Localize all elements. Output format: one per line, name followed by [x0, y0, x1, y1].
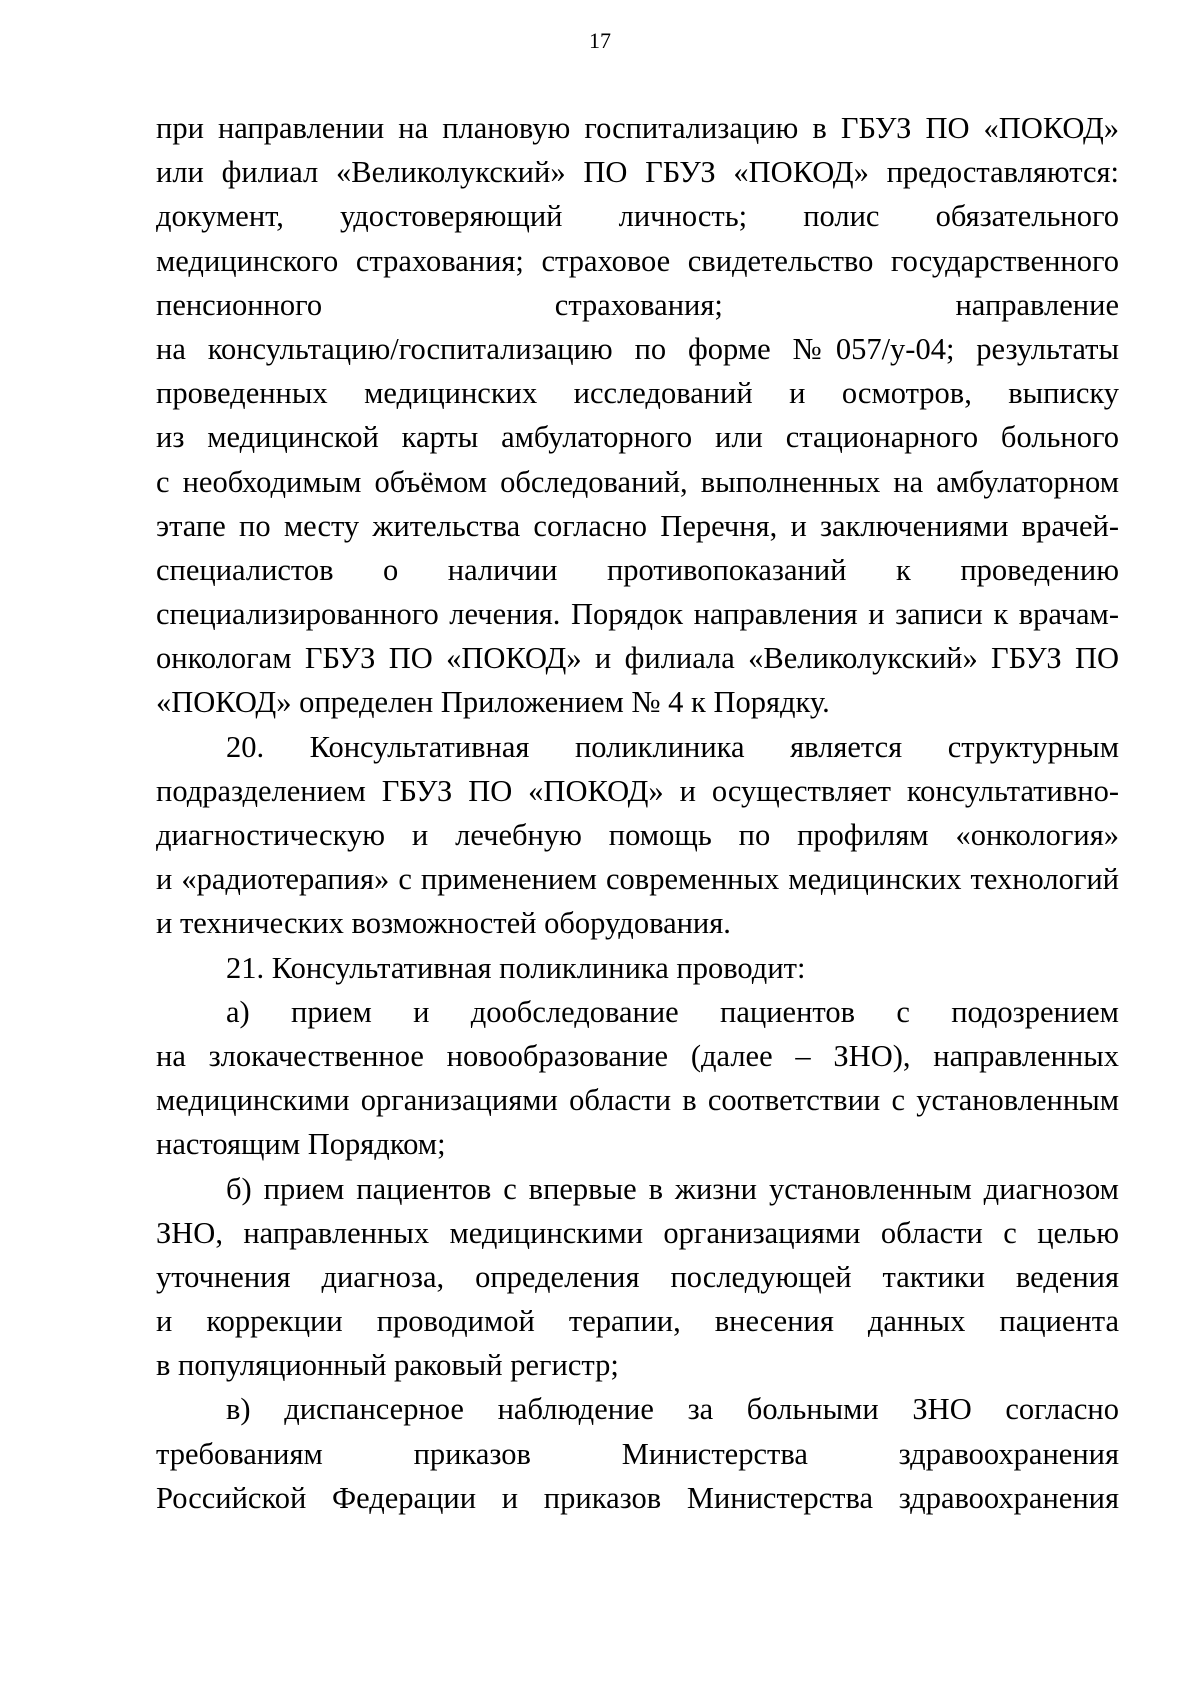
text-line: специализированного лечения. Порядок направления и записи к врачам-: [156, 597, 1119, 632]
text-line: и «радиотерапия» с применением современных медицинских технологий: [156, 862, 1119, 897]
text-line: или филиал «Великолукский» ПО ГБУЗ «ПОКОД» предоставляются:: [156, 155, 1119, 190]
text-line: ЗНО, направленных медицинскими организациями области с целью: [156, 1215, 1119, 1250]
document-body: [156, 106, 1119, 1520]
text-line: Российской Федерации и приказов Министерства здравоохранения: [156, 1480, 1119, 1515]
text-line: 21. Консультативная поликлиника проводит:: [226, 950, 806, 985]
text-line: на консультацию/госпитализацию по форме №057/у-04; результаты: [156, 331, 1119, 366]
text-line: медицинскими организациями области в соответствии с установленным: [156, 1083, 1119, 1118]
text-line: онкологам ГБУЗ ПО «ПОКОД» и филиала «Великолукский» ГБУЗ ПО: [156, 641, 1119, 676]
page-number: 17: [589, 28, 611, 53]
text-line: проведенных медицинских исследований и осмотров, выписку: [156, 376, 1119, 411]
text-line: и технических возможностей оборудования.: [156, 906, 731, 941]
text-line: б) прием пациентов с впервые в жизни установленным диагнозом: [226, 1171, 1119, 1206]
text-line: «ПОКОД» определен Приложением № 4 к Порядку.: [156, 685, 830, 720]
text-line: уточнения диагноза, определения последующей тактики ведения: [156, 1259, 1119, 1294]
text-line: настоящим Порядком;: [156, 1127, 446, 1162]
text-line: диагностическую и лечебную помощь по профилям «онкология»: [156, 818, 1119, 852]
text-line: в популяционный раковый регистр;: [156, 1348, 619, 1383]
text-line: при направлении на плановую госпитализацию в ГБУЗ ПО «ПОКОД»: [156, 111, 1119, 145]
text-line: на злокачественное новообразование (далее – ЗНО), направленных: [156, 1038, 1119, 1073]
text-line: подразделением ГБУЗ ПО «ПОКОД» и осуществляет консультативно-: [156, 773, 1119, 808]
text-line: документ, удостоверяющий личность; полис обязательного: [156, 199, 1119, 234]
text-line: из медицинской карты амбулаторного или стационарного больного: [156, 420, 1119, 455]
text-line: а) прием и дообследование пациентов с подозрением: [226, 994, 1119, 1029]
text-line: требованиям приказов Министерства здравоохранения: [156, 1436, 1119, 1471]
text-line: 20. Консультативная поликлиника является структурным: [226, 729, 1119, 764]
text-line: с необходимым объёмом обследований, выполненных на амбулаторном: [156, 464, 1119, 499]
text-line: в) диспансерное наблюдение за больными ЗНО согласно: [226, 1392, 1119, 1427]
text-line: специалистов о наличии противопоказаний к проведению: [156, 552, 1119, 587]
text-line: пенсионного страхования; направление: [156, 287, 1119, 322]
text-line: этапе по месту жительства согласно Перечня, и заключениями врачей-: [156, 508, 1119, 543]
text-line: и коррекции проводимой терапии, внесения данных пациента: [156, 1304, 1119, 1339]
text-line: медицинского страхования; страховое свидетельство государственного: [156, 243, 1119, 278]
